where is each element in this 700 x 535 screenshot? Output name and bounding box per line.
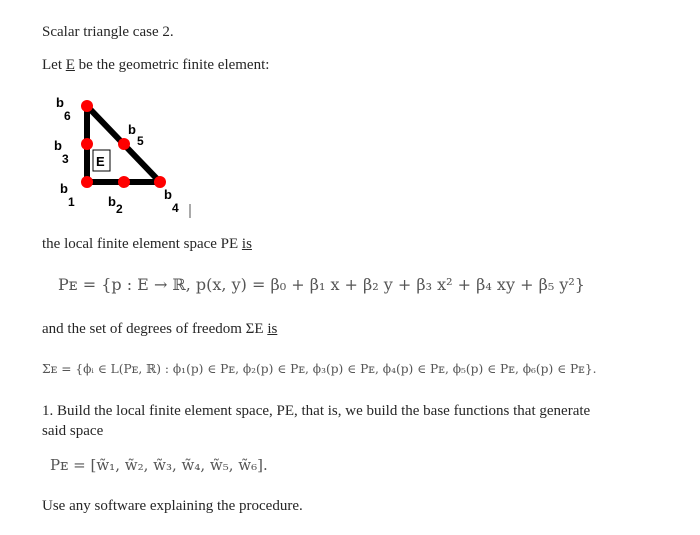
label-b2-sub: 2 — [116, 202, 123, 216]
label-b6: b — [56, 95, 64, 110]
task-line-1: 1. Build the local finite element space, PE, that is, we build the base functions that generate — [42, 403, 591, 419]
dof-sentence — [42, 321, 277, 338]
element-symbol: E — [65, 57, 75, 73]
intro-prefix: Let — [42, 57, 66, 73]
dof-sentence-is: is — [267, 321, 278, 337]
problem-title: Scalar triangle case 2. — [42, 24, 174, 40]
node-b1 — [81, 176, 93, 188]
element-label: E — [96, 154, 105, 169]
basis-equation: Pᴇ = [w̃₁, w̃₂, w̃₃, w̃₄, w̃₅, w̃₆]. — [50, 456, 268, 474]
label-b3-sub: 3 — [62, 152, 69, 166]
intro-suffix: be the geometric finite element: — [74, 57, 270, 73]
triangle-figure — [40, 92, 210, 222]
node-b3 — [81, 138, 93, 150]
label-b4: b — [164, 187, 172, 202]
node-b6 — [81, 100, 93, 112]
node-b2 — [118, 176, 130, 188]
dof-equation: Σᴇ = {ϕᵢ ∈ L(Pᴇ, ℝ) : ϕ₁(p) ∈ Pᴇ, ϕ₂(p) ∈ Pᴇ, ϕ₃(p) ∈ Pᴇ, ϕ₄(p) ∈ Pᴇ, ϕ₅(p) ∈ Pᴇ, ϕ₆(p) ∈ Pᴇ}. — [42, 362, 597, 376]
label-b3: b — [54, 138, 62, 153]
label-b2: b — [108, 194, 116, 209]
label-b6-sub: 6 — [64, 109, 71, 123]
space-equation: Pᴇ = {p : E → ℝ, p(x, y) = β₀ + β₁ x + β₂ y + β₃ x² + β₄ xy + β₅ y²} — [58, 275, 585, 294]
task-line-2: said space — [42, 423, 104, 439]
space-sentence-is: is — [241, 236, 252, 252]
label-b1-sub: 1 — [68, 195, 75, 209]
label-b4-sub: 4 — [172, 201, 179, 215]
label-b5: b — [128, 122, 136, 137]
label-b1: b — [60, 181, 68, 196]
intro-sentence — [42, 57, 269, 74]
label-b5-sub: 5 — [137, 134, 144, 148]
dof-sentence-prefix: and the set of degrees of freedom ΣE — [42, 321, 268, 337]
space-sentence — [42, 236, 252, 253]
node-b5 — [118, 138, 130, 150]
closing-instruction: Use any software explaining the procedure. — [42, 498, 303, 514]
space-sentence-prefix: the local finite element space PE — [42, 236, 242, 252]
